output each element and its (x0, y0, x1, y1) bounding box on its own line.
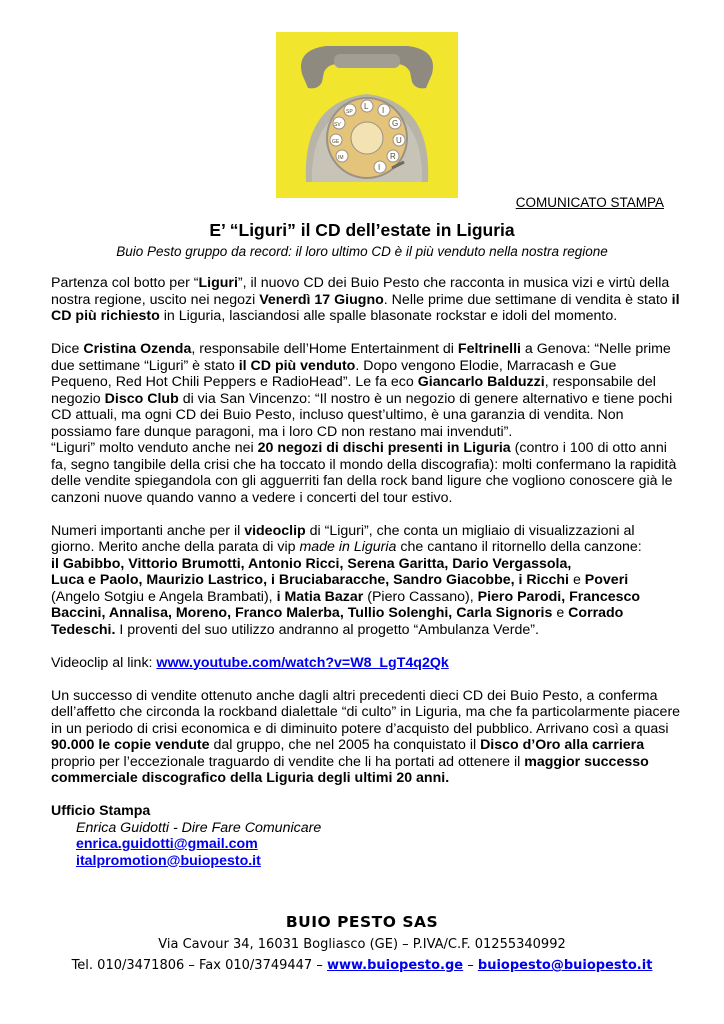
paragraph-quotes (51, 341, 681, 440)
text-run: (Piero Cassano), (363, 588, 478, 605)
text-run: Feltrinelli (457, 341, 521, 357)
text-run: , responsabile del negozio (51, 374, 656, 407)
press-office-contacts (51, 820, 681, 870)
text-run: e (569, 572, 585, 588)
text-run: Videoclip al link: (51, 654, 157, 671)
dial-letter: R (390, 152, 396, 161)
text-run: . Dopo vengono Elodie, Marracash e Gue Pequeno, Red Hot Chili Peppers e RadioHead”. Le fa eco (51, 357, 617, 390)
dial-letter: G (392, 119, 399, 128)
text-run: 90.000 le copie vendute (51, 737, 210, 753)
page-title: E’ “Liguri” il CD dell’estate in Liguria (209, 220, 515, 240)
text-run: il CD più richiesto (51, 291, 680, 324)
text-run: I proventi del suo utilizzo andranno al progetto “Ambulanza Verde”. (115, 621, 539, 638)
text-run: di “Liguri”, che conta un migliaio di visualizzazioni al giorno. Merito anche della parata di vip (51, 522, 635, 555)
text-run: videoclip (244, 522, 306, 539)
dial-side-label: GE (332, 139, 340, 145)
text-run: Partenza col botto per “ (51, 275, 199, 291)
article-body (51, 275, 681, 869)
text-run: Disco d’Oro alla carriera (480, 737, 645, 753)
text-run: Un successo di vendite ottenuto anche dagli altri precedenti dieci CD dei Buio Pesto, a conferma dell’affetto che circonda la rockband dialettale “di culto” in Liguria, ma che fa particolarmente piacere in un periodo di crisi economica e di diminuito potere d’acquisto del pubblico. Arrivano così a quasi (51, 687, 681, 737)
text-run: a Genova: “Nelle prime due settimane “Liguri” è stato (51, 341, 671, 374)
text-run: Disco Club (104, 390, 179, 407)
paragraph-success (51, 688, 681, 787)
text-run: Luca e Paolo, Maurizio Lastrico, i Bruciabaracche, Sandro Giacobbe, i Ricchi (51, 572, 569, 588)
telephone-image (276, 32, 458, 198)
page-subtitle: Buio Pesto gruppo da record: il loro ultimo CD è il più venduto nella nostra regione (116, 244, 608, 259)
dial-letter: I (382, 106, 385, 115)
text-run: dal gruppo, che nel 2005 ha conquistato il (209, 737, 481, 753)
footer-website-link[interactable]: www.buiopesto.ge (326, 958, 464, 973)
text-run: Liguri (198, 275, 238, 291)
dial-side-label: SV (334, 122, 341, 128)
dial-side-label: SP (346, 109, 353, 115)
text-run: di via San Vincenzo: “Il nostro è un negozio di genere alternativo e tiene pochi CD attuali, ma ogni CD dei Buio Pesto, incluso quest’ultimo, è una garanzia di vendita. Non possiamo fare dunque paragoni, ma i loro CD non restano mai invenduti”. (51, 390, 673, 440)
text-run: il CD più venduto (238, 357, 356, 374)
text-run: , responsabile dell’Home Entertainment di (191, 341, 458, 357)
press-release-label: COMUNICATO STAMPA (515, 195, 664, 210)
text-run: . Nelle prime due settimane di vendita è stato (383, 291, 672, 308)
contact-name: Enrica Guidotti - Dire Fare Comunicare (76, 819, 322, 836)
footer-contacts (0, 958, 724, 973)
dial-letter: U (396, 136, 402, 145)
text-run: il Gabibbo, Vittorio Brumotti, Antonio Ricci, Serena Garitta, Dario Vergassola, (51, 555, 572, 572)
text-run: che cantano il ritornello della canzone: (396, 539, 642, 555)
rotary-phone-illustration (276, 32, 458, 198)
text-run: (Angelo Sotgiu e Angela Brambati), (51, 588, 277, 605)
footer-phone-fax: Tel. 010/3471806 – Fax 010/3749447 – (71, 958, 327, 973)
text-run: (contro i 100 di otto anni fa, segno tangibile della crisi che ha toccato il mondo della discografia): molti confermano la rapidità delle vendite spiegandola con gli agguerriti fan della rock band ligure che vogliono conoscere già le canzoni nuove quando vanno a vedere i concerti del tour estivo. (51, 440, 677, 506)
text-run: in Liguria, lasciandosi alle spalle blasonate rockstar e idoli del momento. (159, 308, 618, 324)
dial-side-label: IM (338, 155, 344, 161)
text-run: 20 negozi di dischi presenti in Liguria (257, 440, 511, 456)
text-run: “Liguri” molto venduto anche nei (51, 440, 258, 456)
text-run: Dice (51, 341, 84, 357)
text-run: maggior successo commerciale discografico della Liguria degli ultimi 20 anni. (51, 753, 649, 786)
paragraph-intro (51, 275, 681, 325)
footer-separator: – (463, 958, 478, 973)
press-office-title: Ufficio Stampa (51, 803, 151, 819)
paragraph-video-link (51, 655, 681, 672)
dial-letter: L (364, 102, 369, 111)
text-run: Corrado Tedeschi. (51, 605, 624, 638)
text-run: Venerdì 17 Giugno (259, 291, 384, 308)
text-run: Giancarlo Balduzzi (417, 374, 545, 390)
press-office (51, 803, 681, 869)
dial-letter: I (378, 163, 381, 172)
text-run: Numeri importanti anche per il (51, 522, 245, 539)
youtube-link[interactable]: www.youtube.com/watch?v=W8_LgT4q2Qk (156, 654, 449, 671)
text-run: proprio per l’eccezionale traguardo di vendite che li ha portati ad ottenere il (51, 753, 525, 770)
text-run: made in Liguria (299, 539, 397, 555)
text-run: Piero Parodi, Francesco Baccini, Annalisa, Moreno, Franco Malerba, Tullio Solenghi, Carla Signoris (51, 588, 641, 621)
footer-address: Via Cavour 34, 16031 Bogliasco (GE) – P.IVA/C.F. 01255340992 (158, 937, 566, 952)
text-run: Cristina Ozenda (83, 341, 192, 357)
text-run: i Matia Bazar (276, 588, 364, 605)
text-run: e (552, 605, 569, 621)
text-run: Poveri (584, 572, 629, 588)
text-run: ”, il nuovo CD dei Buio Pesto che racconta in musica vizi e virtù della nostra regione, uscito nei negozi (51, 275, 670, 308)
footer-company-name: BUIO PESTO SAS (285, 913, 439, 931)
contact-email-link[interactable]: enrica.guidotti@gmail.com (76, 836, 258, 852)
contact-email-link[interactable]: italpromotion@buiopesto.it (76, 852, 261, 869)
paragraph-videoclip (51, 523, 681, 639)
footer-email-link[interactable]: buiopesto@buiopesto.it (477, 958, 653, 973)
paragraph-stores (51, 440, 681, 506)
